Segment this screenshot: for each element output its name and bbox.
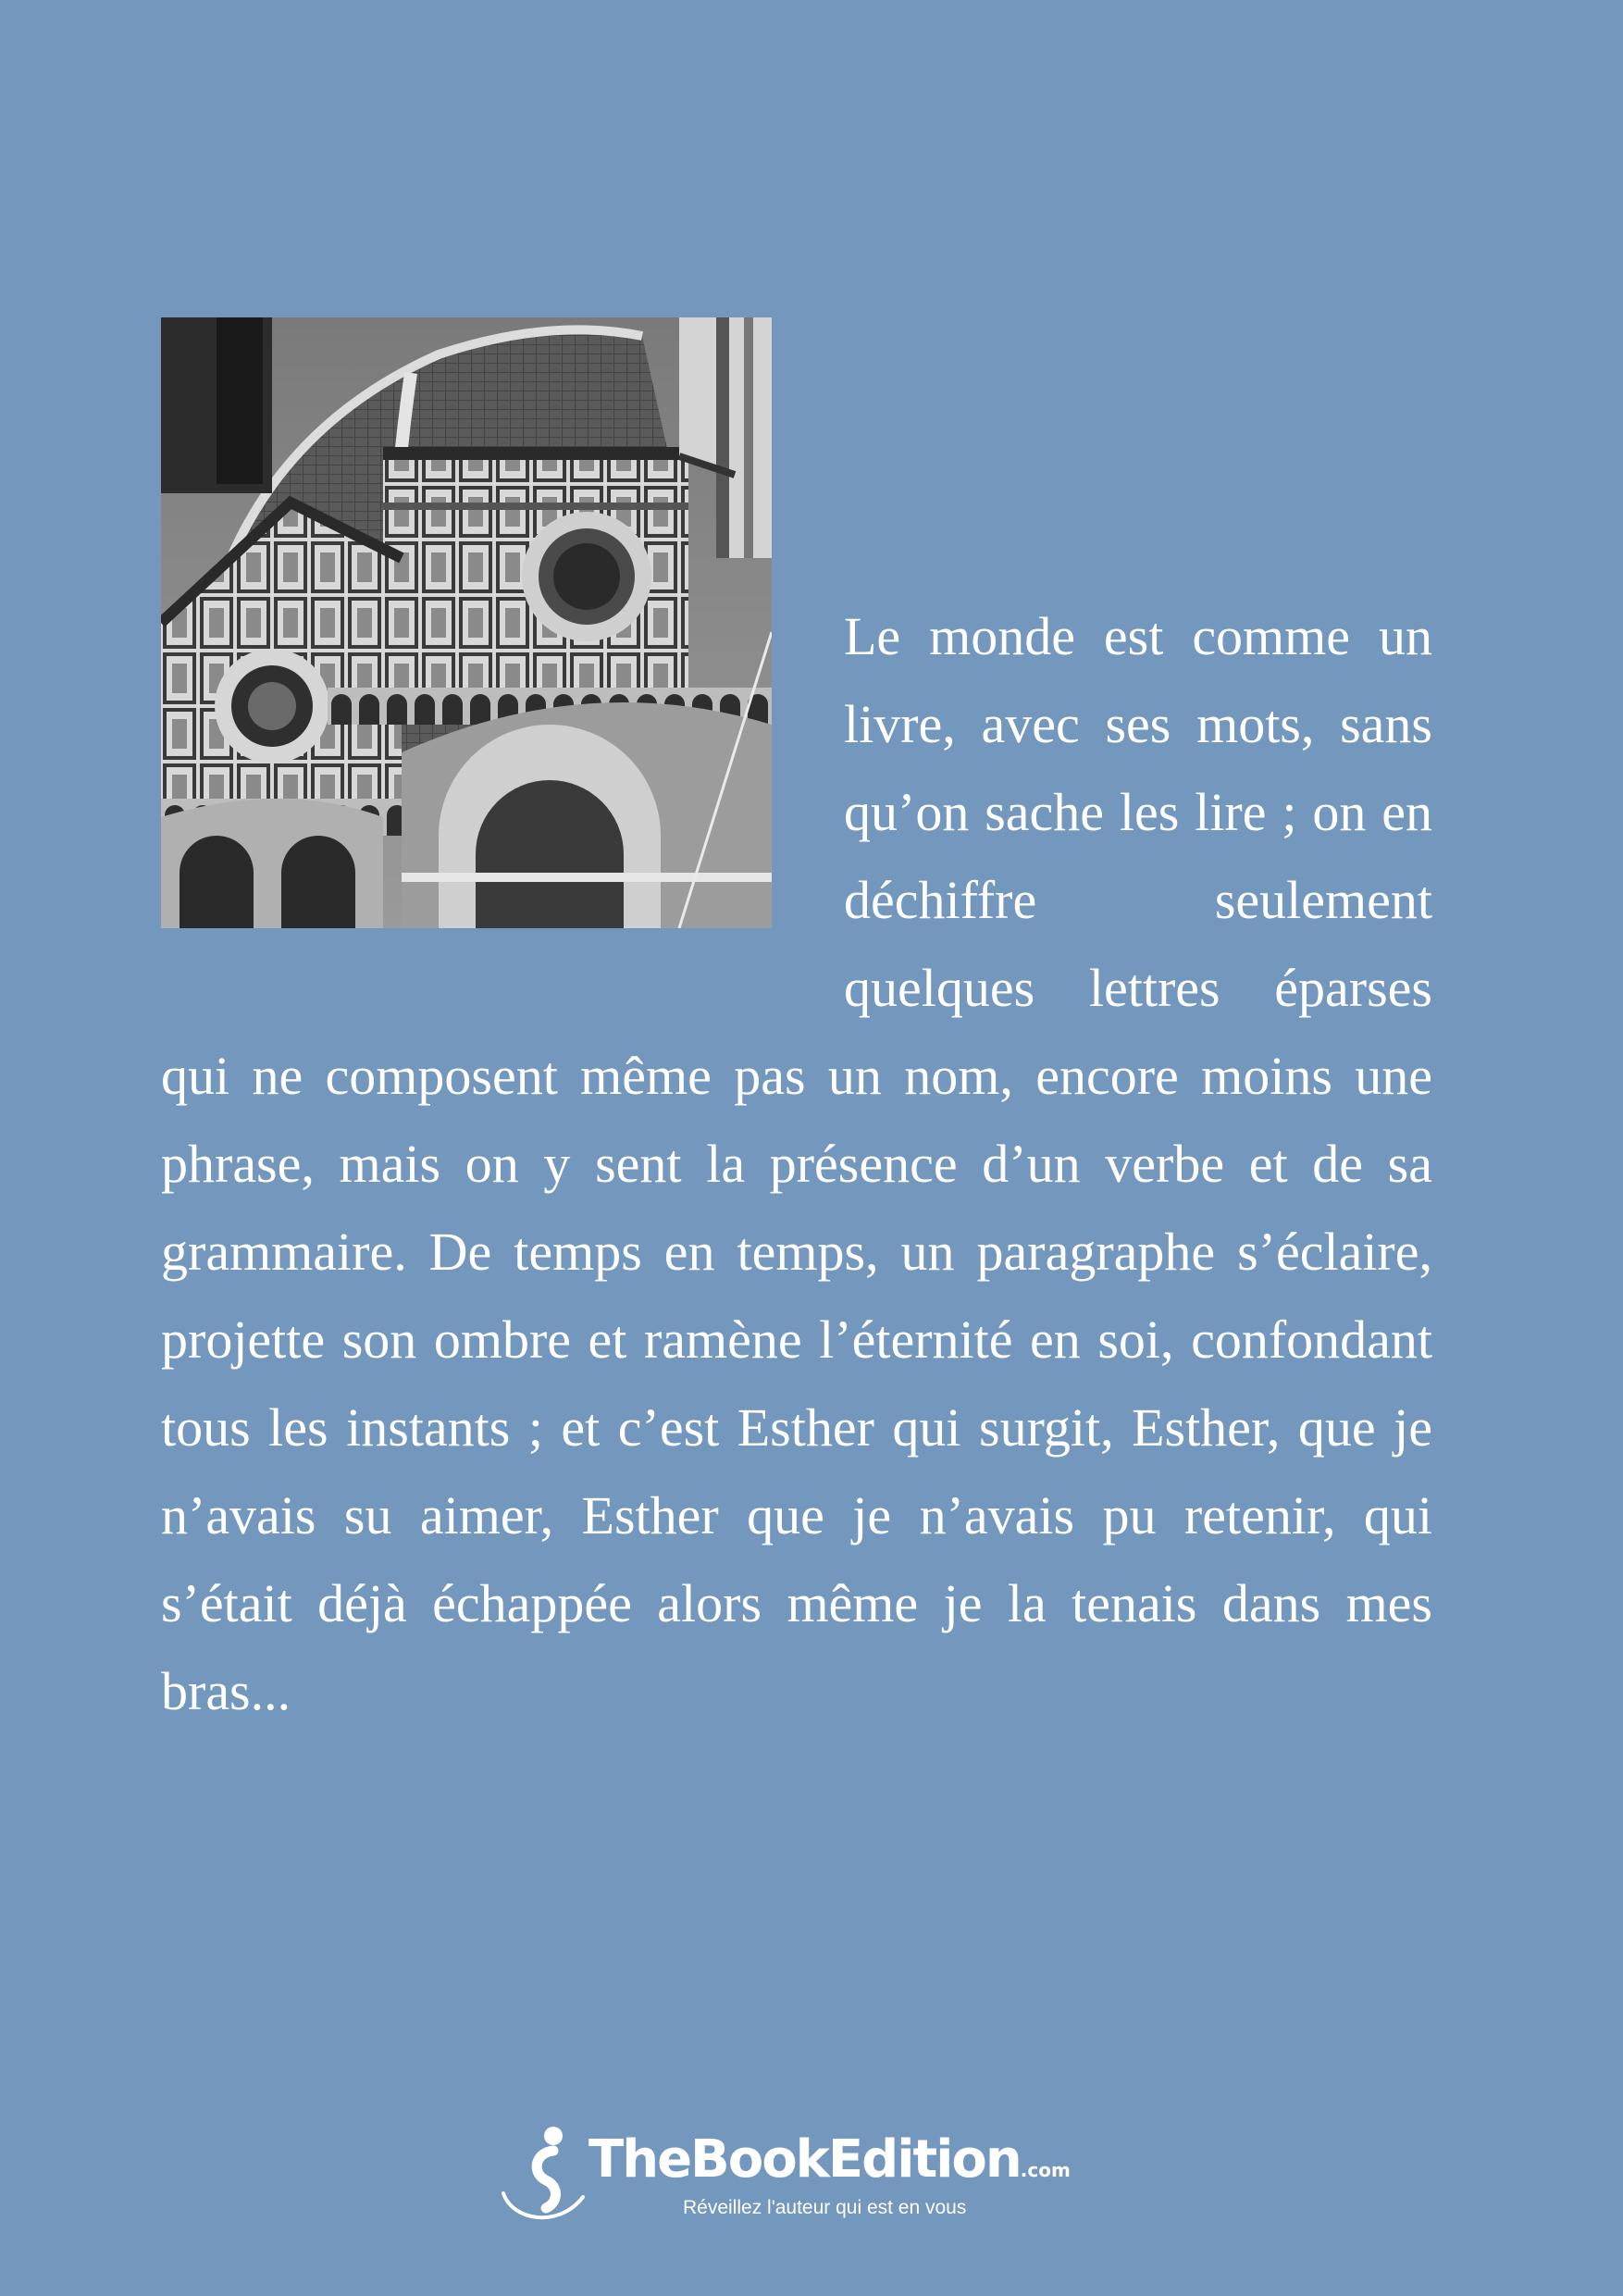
cover-blurb: [161, 592, 1432, 1735]
publisher-domain: .com: [1020, 2159, 1071, 2181]
thebookedition-logo-icon: [498, 2125, 590, 2227]
publisher-name: TheBookEdition.com: [588, 2129, 1071, 2190]
photo-wrap-spacer: [161, 592, 844, 955]
blurb-text: Le monde est comme un livre, avec ses mots, sans qu’on sache les lire ; on en déchiffre seulement quelques lettres éparses qui ne composent même pas un nom, encore moins une phrase, mais on y sent la présence d’un verbe et de sa grammaire. De temps en temps, un paragraphe s’éclaire, projette son ombre et ramène l’éternité en soi, confondant tous les instants ; et c’est Esther qui surgit, Esther, que je n’avais su aimer, Esther que je n’avais pu retenir, qui s’était déjà échappée alors même je la tenais dans mes bras...: [161, 606, 1432, 1721]
publisher-tagline: Réveillez l'auteur qui est en vous: [683, 2197, 967, 2218]
publisher-logo: [498, 2125, 1071, 2236]
